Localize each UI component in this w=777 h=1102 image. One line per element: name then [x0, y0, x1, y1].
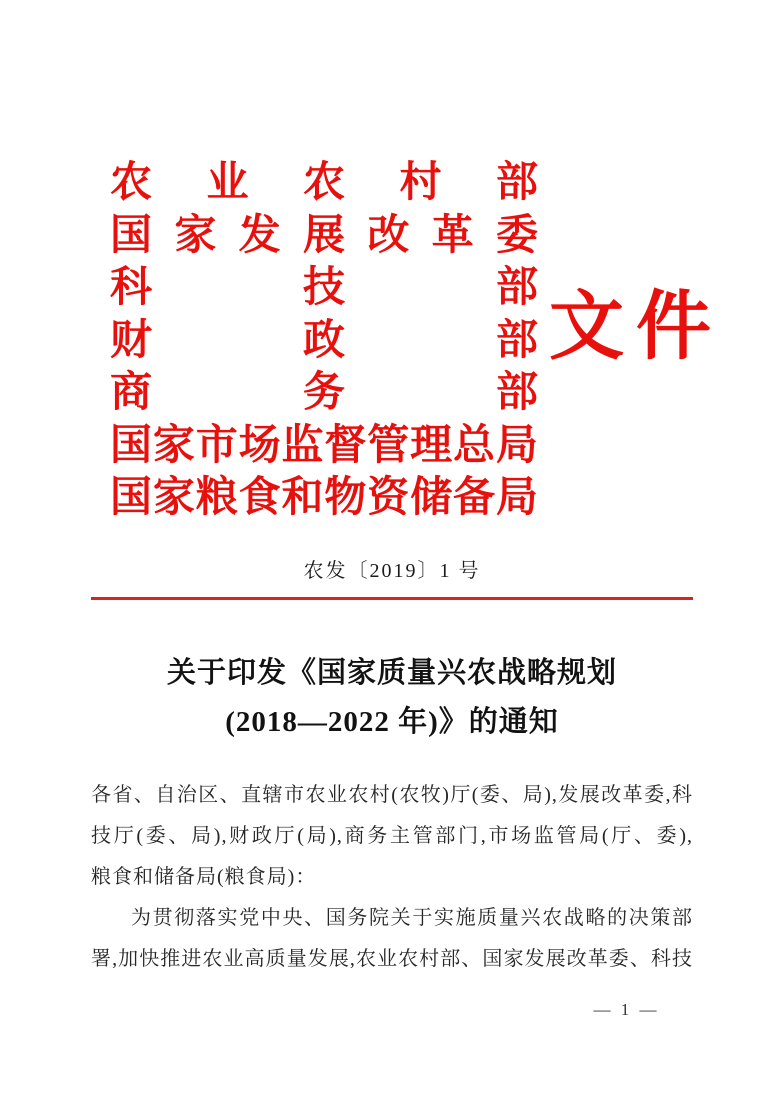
body-line: 署,加快推进农业高质量发展,农业农村部、国家发展改革委、科技 [91, 948, 693, 970]
agency-name-char: 展 [302, 212, 345, 259]
agency-name-nfsra [110, 472, 538, 525]
agency-name-char: 家 [174, 212, 217, 259]
agency-name-mof [110, 315, 538, 368]
agency-name-char: 理 [410, 422, 453, 469]
agency-name-char: 场 [238, 422, 281, 469]
body-line: 各省、自治区、直辖市农业农村(农牧)厅(委、局),发展改革委,科 [91, 784, 693, 806]
agency-name-char: 国 [110, 422, 153, 469]
agency-name-samr [110, 420, 538, 473]
agency-name-char: 国 [110, 475, 153, 522]
agency-name-char: 市 [195, 422, 238, 469]
agency-name-mofcom [110, 367, 538, 420]
doc-title-line2: (2018—2022 年)》的通知 [225, 706, 559, 738]
agency-name-moa [110, 157, 538, 210]
agency-name-char: 务 [302, 370, 345, 417]
agency-name-char: 村 [399, 160, 442, 207]
agency-name-char: 政 [302, 317, 345, 364]
doc-type-label: 文件 [549, 286, 724, 369]
agency-name-char: 总 [453, 422, 496, 469]
agency-name-char: 部 [495, 317, 538, 364]
agency-name-char: 管 [367, 422, 410, 469]
doc-title-line1: 关于印发《国家质量兴农战略规划 [166, 657, 617, 689]
agency-name-char: 食 [238, 475, 281, 522]
page-number: — 1 — [593, 1000, 660, 1019]
doc-body [91, 775, 693, 980]
body-line: 粮食和储备局(粮食局)： [91, 866, 317, 888]
agency-name-char: 改 [367, 212, 410, 259]
agency-name-char: 业 [206, 160, 249, 207]
agency-name-char: 资 [367, 475, 410, 522]
agency-name-char: 储 [410, 475, 453, 522]
agency-name-char: 部 [495, 160, 538, 207]
agency-name-ndrc [110, 210, 538, 263]
agency-name-char: 国 [110, 212, 153, 259]
agency-name-most [110, 262, 538, 315]
agency-name-char: 备 [453, 475, 496, 522]
agency-name-char: 商 [110, 370, 153, 417]
agency-name-char: 农 [302, 160, 345, 207]
agency-name-char: 部 [495, 370, 538, 417]
agency-name-char: 部 [495, 265, 538, 312]
agency-name-char: 科 [110, 265, 153, 312]
agency-name-char: 粮 [195, 475, 238, 522]
body-line: 为贯彻落实党中央、国务院关于实施质量兴农战略的决策部 [131, 907, 693, 929]
doc-number: 农发〔2019〕1 号 [303, 560, 481, 582]
agency-name-char: 农 [110, 160, 153, 207]
agency-name-char: 革 [431, 212, 474, 259]
agency-name-char: 家 [152, 475, 195, 522]
body-line: 技厅(委、局),财政厅(局),商务主管部门,市场监管局(厅、委), [91, 825, 693, 847]
agency-name-char: 家 [152, 422, 195, 469]
agency-name-char: 技 [302, 265, 345, 312]
doc-title [91, 649, 693, 747]
agency-name-char: 局 [495, 422, 538, 469]
agency-name-char: 委 [495, 212, 538, 259]
red-separator-rule [91, 597, 693, 600]
agency-name-char: 财 [110, 317, 153, 364]
agency-name-char: 监 [281, 422, 324, 469]
agency-name-char: 督 [324, 422, 367, 469]
letterhead-agency-block [110, 157, 538, 525]
agency-name-char: 和 [281, 475, 324, 522]
agency-name-char: 局 [495, 475, 538, 522]
agency-name-char: 物 [324, 475, 367, 522]
agency-name-char: 发 [238, 212, 281, 259]
